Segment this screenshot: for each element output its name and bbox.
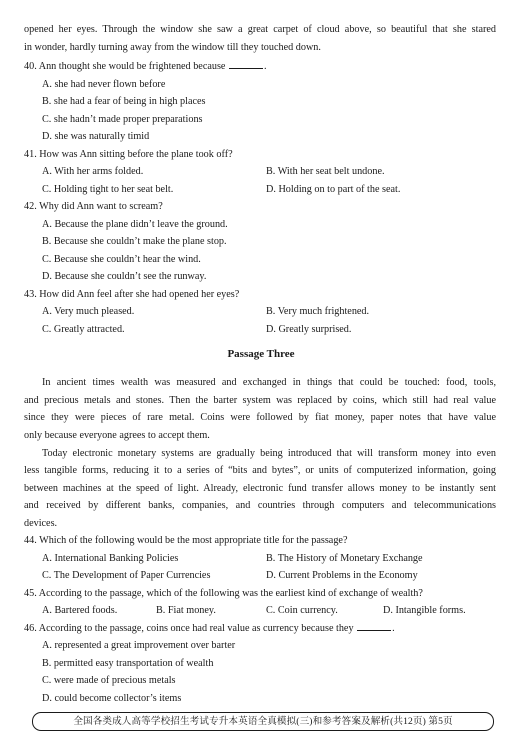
option-42-c: C. Because she couldn’t hear the wind. <box>42 254 201 265</box>
question-42-stem: 42. Why did Ann want to scream? <box>24 201 163 212</box>
option-46-a: A. represented a great improvement over barter <box>42 640 236 651</box>
option-40-b: B. she had a fear of being in high places <box>42 96 206 107</box>
passage-text-line: only because everyone agrees to accept them. <box>24 430 210 441</box>
option-43-a: A. Very much pleased. <box>42 306 135 317</box>
option-46-d: D. could become collector’s items <box>42 693 182 704</box>
option-46-b: B. permitted easy transportation of wealth <box>42 658 214 669</box>
passage-text-line: in wonder, hardly turning away from the window till they touched down. <box>24 42 321 53</box>
passage-text-line: Today electronic monetary systems are gradually being introduced that will transform money into even <box>42 448 496 459</box>
answer-blank <box>357 620 391 631</box>
question-stem-end: . <box>392 623 395 634</box>
question-stem-text: 40. Ann thought she would be frightened because <box>24 61 226 72</box>
question-stem-text: 46. According to the passage, coins once had real value as currency because they <box>24 623 354 634</box>
passage-text-line: since they were pieces of rare metal. Coins were followed by fiat money, paper notes that have value <box>24 412 496 423</box>
option-42-b: B. Because she couldn’t make the plane stop. <box>42 236 227 247</box>
option-43-d: D. Greatly surprised. <box>266 324 352 335</box>
answer-blank <box>229 58 263 69</box>
question-45-stem: 45. According to the passage, which of the following was the earliest kind of exchange of wealth? <box>24 588 423 599</box>
option-45-d: D. Intangible forms. <box>383 605 466 616</box>
option-42-d: D. Because she couldn’t see the runway. <box>42 271 207 282</box>
passage-text-line: In ancient times wealth was measured and exchanged in things that could be touched: food, tools, <box>42 377 496 388</box>
section-heading: Passage Three <box>227 348 295 360</box>
question-43-stem: 43. How did Ann feel after she had opened her eyes? <box>24 289 240 300</box>
question-41-stem: 41. How was Ann sitting before the plane took off? <box>24 149 233 160</box>
option-42-a: A. Because the plane didn’t leave the ground. <box>42 219 228 230</box>
option-44-c: C. The Development of Paper Currencies <box>42 570 211 581</box>
option-46-c: C. were made of precious metals <box>42 675 176 686</box>
option-45-c: C. Coin currency. <box>266 605 338 616</box>
footer-text: 全国各类成人高等学校招生考试专升本英语全真模拟(三)和参考答案及解析(共12页) 第5页 <box>73 716 453 727</box>
option-45-b: B. Fiat money. <box>156 605 216 616</box>
passage-text-line: devices. <box>24 518 58 529</box>
option-44-a: A. International Banking Policies <box>42 553 179 564</box>
passage-text-line: less tangible forms, reducing it to a series of “bits and bytes”, or units of computerized information, going <box>24 465 496 476</box>
option-44-d: D. Current Problems in the Economy <box>266 570 418 581</box>
passage-text-line: and received by different banks, companies, and countries through computers and telecommunications <box>24 500 496 511</box>
page-footer <box>32 712 494 731</box>
option-40-c: C. she hadn’t made proper preparations <box>42 114 203 125</box>
option-43-b: B. Very much frightened. <box>266 306 370 317</box>
option-45-a: A. Bartered foods. <box>42 605 118 616</box>
question-44-stem: 44. Which of the following would be the most appropriate title for the passage? <box>24 535 348 546</box>
question-46-stem <box>24 620 395 638</box>
option-43-c: C. Greatly attracted. <box>42 324 125 335</box>
option-41-a: A. With her arms folded. <box>42 166 144 177</box>
option-40-d: D. she was naturally timid <box>42 131 150 142</box>
passage-text-line: opened her eyes. Through the window she saw a great carpet of cloud above, so beautiful that she stared <box>24 24 496 35</box>
question-40-stem <box>24 58 267 76</box>
option-44-b: B. The History of Monetary Exchange <box>266 553 423 564</box>
option-41-d: D. Holding on to part of the seat. <box>266 184 401 195</box>
option-41-b: B. With her seat belt undone. <box>266 166 385 177</box>
passage-text-line: and precious metals and stones. Then the barter system was replaced by coins, which still had real value <box>24 395 496 406</box>
option-40-a: A. she had never flown before <box>42 79 166 90</box>
passage-text-line: between machines at the speed of light. Already, electronic fund transfer allows money to be instantly sent <box>24 483 496 494</box>
question-stem-end: . <box>264 61 267 72</box>
option-41-c: C. Holding tight to her seat belt. <box>42 184 174 195</box>
